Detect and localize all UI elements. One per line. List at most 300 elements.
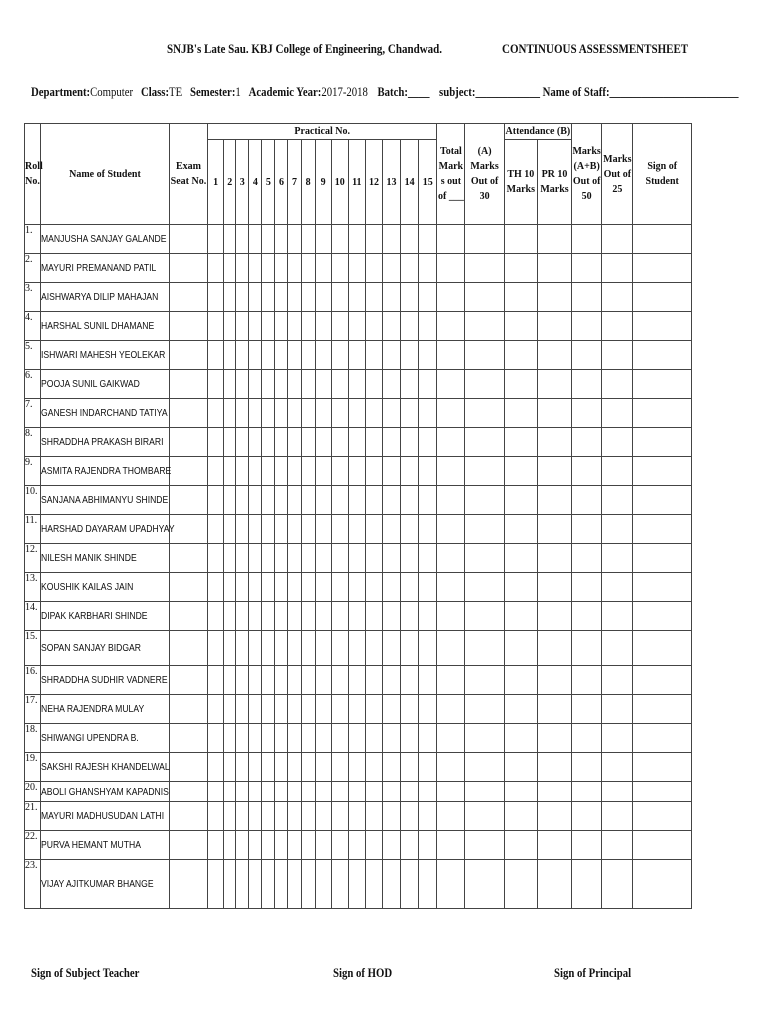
blank-cell — [572, 860, 602, 909]
student-name-cell — [41, 860, 170, 909]
blank-cell — [401, 486, 419, 515]
blank-cell — [572, 341, 602, 370]
blank-cell — [382, 695, 400, 724]
blank-cell — [365, 753, 382, 782]
blank-cell — [382, 515, 400, 544]
roll-number: 20. — [25, 782, 41, 802]
blank-cell — [572, 602, 602, 631]
blank-cell — [437, 860, 465, 909]
roll-number: 1. — [25, 225, 41, 254]
blank-cell — [365, 225, 382, 254]
blank-cell — [331, 486, 348, 515]
blank-cell — [331, 753, 348, 782]
blank-cell — [208, 370, 224, 399]
blank-cell — [633, 802, 692, 831]
blank-cell — [401, 399, 419, 428]
blank-cell — [419, 283, 437, 312]
blank-cell — [331, 802, 348, 831]
table-row — [25, 802, 692, 831]
pr-marks-header: PR 10 Marks — [537, 140, 571, 225]
blank-cell — [437, 370, 465, 399]
blank-cell — [301, 283, 315, 312]
roll-number: 23. — [25, 860, 41, 909]
blank-cell — [419, 782, 437, 802]
blank-cell — [275, 312, 288, 341]
blank-cell — [288, 666, 301, 695]
table-row — [25, 283, 692, 312]
student-name: VIJAY AJITKUMAR BHANGE — [41, 878, 154, 890]
blank-cell — [249, 782, 262, 802]
blank-cell — [169, 283, 207, 312]
blank-cell — [465, 225, 504, 254]
practical-number: 1 — [208, 140, 224, 225]
blank-cell — [365, 666, 382, 695]
blank-cell — [169, 544, 207, 573]
blank-cell — [437, 631, 465, 666]
blank-cell — [348, 341, 365, 370]
blank-cell — [602, 399, 633, 428]
student-name: ABOLI GHANSHYAM KAPADNIS — [41, 785, 170, 798]
practical-number: 12 — [365, 140, 382, 225]
blank-cell — [169, 225, 207, 254]
blank-cell — [224, 544, 236, 573]
blank-cell — [572, 782, 602, 802]
blank-cell — [236, 370, 249, 399]
blank-cell — [419, 802, 437, 831]
blank-cell — [301, 341, 315, 370]
blank-cell — [275, 695, 288, 724]
blank-cell — [401, 312, 419, 341]
blank-cell — [331, 515, 348, 544]
student-name-cell — [41, 666, 170, 695]
blank-cell — [315, 515, 331, 544]
blank-cell — [437, 428, 465, 457]
blank-cell — [504, 753, 537, 782]
blank-cell — [465, 312, 504, 341]
student-name: MANJUSHA SANJAY GALANDE — [41, 233, 167, 245]
blank-cell — [249, 695, 262, 724]
blank-cell — [382, 802, 400, 831]
student-name: ASMITA RAJENDRA THOMBARE — [41, 465, 172, 477]
practical-number: 4 — [249, 140, 262, 225]
blank-cell — [301, 254, 315, 283]
blank-cell — [169, 428, 207, 457]
student-name-cell — [41, 573, 170, 602]
practical-number: 10 — [331, 140, 348, 225]
blank-cell — [465, 457, 504, 486]
blank-cell — [602, 225, 633, 254]
semester-value: 1 — [235, 85, 241, 99]
blank-cell — [633, 457, 692, 486]
blank-cell — [365, 602, 382, 631]
student-name: MAYURI MADHUSUDAN LATHI — [41, 810, 165, 822]
student-name: MAYURI PREMANAND PATIL — [41, 262, 157, 274]
blank-cell — [315, 802, 331, 831]
blank-cell — [288, 544, 301, 573]
blank-cell — [262, 860, 275, 909]
table-row — [25, 573, 692, 602]
blank-cell — [249, 225, 262, 254]
blank-cell — [236, 573, 249, 602]
student-name-cell — [41, 428, 170, 457]
blank-cell — [419, 831, 437, 860]
roll-number: 15. — [25, 631, 41, 666]
blank-cell — [315, 631, 331, 666]
exam-seat-header: Exam Seat No. — [169, 124, 207, 225]
blank-cell — [236, 225, 249, 254]
sheet-title: CONTINUOUS ASSESSMENTSHEET — [502, 42, 689, 56]
blank-cell — [288, 486, 301, 515]
blank-cell — [437, 782, 465, 802]
blank-cell — [602, 486, 633, 515]
blank-cell — [288, 457, 301, 486]
blank-cell — [633, 370, 692, 399]
blank-cell — [208, 254, 224, 283]
blank-cell — [537, 457, 571, 486]
blank-cell — [236, 782, 249, 802]
blank-cell — [208, 631, 224, 666]
student-name-cell — [41, 225, 170, 254]
blank-cell — [419, 860, 437, 909]
roll-number: 14. — [25, 602, 41, 631]
blank-cell — [602, 631, 633, 666]
blank-cell — [602, 802, 633, 831]
blank-cell — [208, 341, 224, 370]
student-name: POOJA SUNIL GAIKWAD — [41, 378, 140, 390]
table-row — [25, 860, 692, 909]
blank-cell — [437, 254, 465, 283]
practical-number: 7 — [288, 140, 301, 225]
blank-cell — [365, 515, 382, 544]
blank-cell — [633, 254, 692, 283]
blank-cell — [602, 457, 633, 486]
blank-cell — [208, 802, 224, 831]
roll-number: 18. — [25, 724, 41, 753]
blank-cell — [602, 312, 633, 341]
blank-cell — [208, 515, 224, 544]
blank-cell — [437, 515, 465, 544]
blank-cell — [236, 802, 249, 831]
blank-cell — [275, 860, 288, 909]
blank-cell — [401, 225, 419, 254]
table-row — [25, 695, 692, 724]
blank-cell — [401, 341, 419, 370]
blank-cell — [224, 486, 236, 515]
table-row — [25, 254, 692, 283]
blank-cell — [208, 753, 224, 782]
roll-number: 21. — [25, 802, 41, 831]
table-row — [25, 428, 692, 457]
blank-cell — [401, 544, 419, 573]
blank-cell — [224, 831, 236, 860]
blank-cell — [331, 860, 348, 909]
blank-cell — [537, 602, 571, 631]
blank-cell — [419, 312, 437, 341]
blank-cell — [262, 631, 275, 666]
blank-cell — [301, 370, 315, 399]
blank-cell — [633, 860, 692, 909]
department-value: Computer — [90, 85, 134, 99]
student-name-cell — [41, 724, 170, 753]
blank-cell — [301, 666, 315, 695]
blank-cell — [602, 283, 633, 312]
blank-cell — [169, 457, 207, 486]
student-name-cell — [41, 695, 170, 724]
blank-cell — [224, 695, 236, 724]
blank-cell — [365, 341, 382, 370]
blank-cell — [224, 602, 236, 631]
blank-cell — [236, 283, 249, 312]
blank-cell — [236, 544, 249, 573]
blank-cell — [249, 283, 262, 312]
blank-cell — [572, 428, 602, 457]
sign-hod: Sign of HOD — [333, 966, 393, 980]
blank-cell — [262, 831, 275, 860]
blank-cell — [262, 573, 275, 602]
blank-cell — [249, 860, 262, 909]
roll-number: 22. — [25, 831, 41, 860]
blank-cell — [224, 666, 236, 695]
table-row — [25, 666, 692, 695]
roll-number: 9. — [25, 457, 41, 486]
blank-cell — [437, 283, 465, 312]
blank-cell — [602, 782, 633, 802]
blank-cell — [572, 515, 602, 544]
blank-cell — [572, 225, 602, 254]
blank-cell — [288, 782, 301, 802]
blank-cell — [437, 831, 465, 860]
batch-field: Batch:____ — [377, 85, 430, 99]
blank-cell — [465, 486, 504, 515]
blank-cell — [633, 486, 692, 515]
student-name: HARSHAD DAYARAM UPADHYAY — [41, 523, 175, 535]
practical-no-header: Practical No. — [208, 124, 437, 140]
blank-cell — [504, 782, 537, 802]
student-name-cell — [41, 370, 170, 399]
blank-cell — [275, 802, 288, 831]
blank-cell — [504, 602, 537, 631]
student-name-cell — [41, 283, 170, 312]
blank-cell — [602, 428, 633, 457]
table-row — [25, 544, 692, 573]
table-row — [25, 631, 692, 666]
blank-cell — [348, 782, 365, 802]
blank-cell — [169, 753, 207, 782]
blank-cell — [208, 225, 224, 254]
blank-cell — [236, 753, 249, 782]
practical-number: 15 — [419, 140, 437, 225]
blank-cell — [315, 782, 331, 802]
blank-cell — [504, 486, 537, 515]
blank-cell — [169, 486, 207, 515]
blank-cell — [208, 399, 224, 428]
blank-cell — [437, 312, 465, 341]
blank-cell — [169, 515, 207, 544]
blank-cell — [169, 602, 207, 631]
blank-cell — [249, 399, 262, 428]
blank-cell — [331, 341, 348, 370]
blank-cell — [365, 831, 382, 860]
practical-number: 5 — [262, 140, 275, 225]
blank-cell — [236, 695, 249, 724]
blank-cell — [382, 782, 400, 802]
student-name-cell — [41, 753, 170, 782]
blank-cell — [262, 802, 275, 831]
blank-cell — [437, 341, 465, 370]
blank-cell — [331, 666, 348, 695]
student-name: SHRADDHA PRAKASH BIRARI — [41, 436, 164, 448]
blank-cell — [224, 428, 236, 457]
roll-number: 16. — [25, 666, 41, 695]
blank-cell — [236, 831, 249, 860]
blank-cell — [301, 399, 315, 428]
practical-number: 6 — [275, 140, 288, 225]
blank-cell — [572, 753, 602, 782]
blank-cell — [419, 753, 437, 782]
academic-year-label: Academic Year: — [248, 85, 322, 99]
blank-cell — [224, 283, 236, 312]
blank-cell — [437, 486, 465, 515]
sign-subject-teacher: Sign of Subject Teacher — [31, 966, 140, 980]
blank-cell — [236, 399, 249, 428]
staff-field: Name of Staff:________________________ — [542, 85, 739, 99]
class-label: Class: — [140, 85, 170, 99]
blank-cell — [382, 370, 400, 399]
blank-cell — [169, 341, 207, 370]
blank-cell — [301, 486, 315, 515]
blank-cell — [365, 370, 382, 399]
blank-cell — [419, 544, 437, 573]
blank-cell — [504, 695, 537, 724]
blank-cell — [602, 860, 633, 909]
student-name: NEHA RAJENDRA MULAY — [41, 703, 145, 715]
blank-cell — [275, 753, 288, 782]
blank-cell — [315, 724, 331, 753]
blank-cell — [169, 831, 207, 860]
blank-cell — [315, 602, 331, 631]
blank-cell — [437, 573, 465, 602]
blank-cell — [224, 515, 236, 544]
blank-cell — [275, 428, 288, 457]
student-name-cell — [41, 312, 170, 341]
student-name: AISHWARYA DILIP MAHAJAN — [41, 291, 159, 303]
blank-cell — [382, 724, 400, 753]
blank-cell — [419, 724, 437, 753]
attendance-header: Attendance (B) — [504, 124, 571, 140]
blank-cell — [504, 802, 537, 831]
blank-cell — [348, 631, 365, 666]
student-name-cell — [41, 341, 170, 370]
blank-cell — [288, 602, 301, 631]
blank-cell — [348, 428, 365, 457]
blank-cell — [602, 515, 633, 544]
practical-number: 9 — [315, 140, 331, 225]
blank-cell — [348, 602, 365, 631]
blank-cell — [537, 666, 571, 695]
blank-cell — [275, 341, 288, 370]
blank-cell — [262, 724, 275, 753]
blank-cell — [249, 602, 262, 631]
blank-cell — [236, 254, 249, 283]
blank-cell — [275, 631, 288, 666]
blank-cell — [419, 370, 437, 399]
blank-cell — [382, 860, 400, 909]
blank-cell — [275, 225, 288, 254]
blank-cell — [419, 341, 437, 370]
blank-cell — [262, 695, 275, 724]
blank-cell — [169, 254, 207, 283]
roll-number: 11. — [25, 515, 41, 544]
blank-cell — [288, 753, 301, 782]
blank-cell — [236, 631, 249, 666]
blank-cell — [236, 312, 249, 341]
blank-cell — [236, 457, 249, 486]
blank-cell — [208, 428, 224, 457]
student-name-cell — [41, 457, 170, 486]
roll-number: 13. — [25, 573, 41, 602]
blank-cell — [537, 283, 571, 312]
blank-cell — [465, 544, 504, 573]
blank-cell — [169, 802, 207, 831]
blank-cell — [572, 695, 602, 724]
blank-cell — [262, 602, 275, 631]
blank-cell — [348, 860, 365, 909]
blank-cell — [315, 695, 331, 724]
blank-cell — [301, 428, 315, 457]
blank-cell — [437, 695, 465, 724]
blank-cell — [382, 254, 400, 283]
blank-cell — [348, 457, 365, 486]
roll-number: 7. — [25, 399, 41, 428]
blank-cell — [275, 283, 288, 312]
blank-cell — [633, 515, 692, 544]
blank-cell — [437, 544, 465, 573]
blank-cell — [169, 666, 207, 695]
blank-cell — [275, 724, 288, 753]
table-row — [25, 399, 692, 428]
blank-cell — [348, 666, 365, 695]
marks-a-header: (A) Marks Out of 30 — [465, 124, 504, 225]
blank-cell — [504, 457, 537, 486]
blank-cell — [288, 370, 301, 399]
blank-cell — [315, 831, 331, 860]
table-row — [25, 486, 692, 515]
blank-cell — [419, 573, 437, 602]
blank-cell — [401, 782, 419, 802]
blank-cell — [572, 312, 602, 341]
blank-cell — [224, 753, 236, 782]
blank-cell — [262, 666, 275, 695]
table-row — [25, 831, 692, 860]
blank-cell — [348, 283, 365, 312]
blank-cell — [504, 860, 537, 909]
blank-cell — [315, 486, 331, 515]
blank-cell — [365, 695, 382, 724]
blank-cell — [365, 312, 382, 341]
blank-cell — [437, 753, 465, 782]
blank-cell — [382, 544, 400, 573]
blank-cell — [537, 802, 571, 831]
roll-no-header: Roll No. — [25, 124, 41, 225]
blank-cell — [236, 602, 249, 631]
blank-cell — [602, 753, 633, 782]
blank-cell — [262, 341, 275, 370]
blank-cell — [315, 254, 331, 283]
blank-cell — [419, 457, 437, 486]
blank-cell — [315, 225, 331, 254]
blank-cell — [633, 602, 692, 631]
blank-cell — [249, 631, 262, 666]
